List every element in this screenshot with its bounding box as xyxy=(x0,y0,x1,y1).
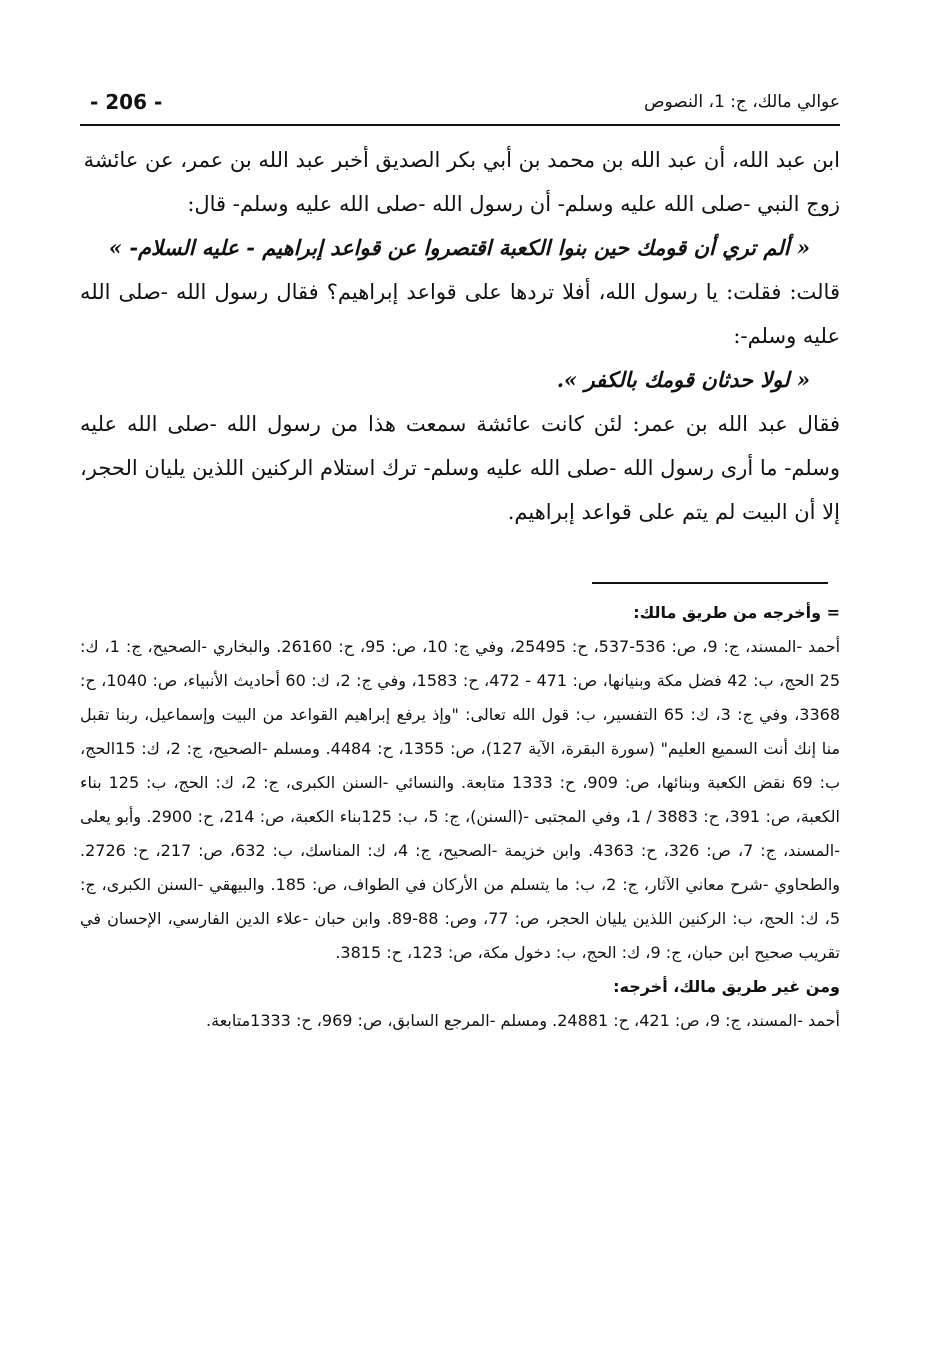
page-header xyxy=(80,88,840,126)
paragraph-isnad: ابن عبد الله، أن عبد الله بن محمد بن أبي بكر الصديق أخبر عبد الله بن عمر، عن عائشة xyxy=(83,148,840,172)
paragraph-conclusion: فقال عبد الله بن عمر: لئن كانت عائشة سمعت هذا من رسول الله -صلى الله عليه وسلم- ما أرى رسول الله -صلى الله عليه وسلم- ترك استلام الركنين اللذين يليان الحجر، إلا أن البيت لم يتم على قواعد إبراهيم. xyxy=(80,412,840,524)
page-number: - 206 - xyxy=(90,90,163,114)
paragraph-question: قالت: فقلت: يا رسول الله، أفلا تردها على قواعد إبراهيم؟ فقال رسول الله -صلى الله عليه وسلم-: xyxy=(80,280,840,348)
footnote-sources-malik: أحمد -المسند، ج: 9، ص: 536-537، ح: 25495، وفي ج: 10، ص: 95، ح: 26160. والبخاري -الصحيح، ج: 1، ك: 25 الحج، ب: 42 فضل مكة وبنيانها، ص: 471 - 472، ح: 1583، وفي ج: 2، ك: 60 أحاديث الأنبياء، ص: 1040، ح: 3368، وفي ج: 3، ك: 65 التفسير، ب: قول الله تعالى: "وإذ يرفع إبراهيم القواعد من البيت وإسماعيل، ربنا تقبل منا إنك أنت السميع العليم" (سورة البقرة، الآية 127)، ص: 1355، ح: 4484. ومسلم -الصحيح، ج: 2، ك: 15الحج، ب: 69 نقض الكعبة وبنائها، ص: 909، ح: 1333 متابعة. والنسائي -السنن الكبرى، ج: 2، ك: الحج، ب: 125 بناء الكعبة، ص: 391، ح: 3883 / 1، وفي المجتبى -(السنن)، ج: 5، ب: 125بناء الكعبة، ص: 214، ح: 2900. وأبو يعلى -المسند، ج: 7، ص: 326، ح: 4363. وابن خزيمة -الصحيح، ج: 4، ك: المناسك، ب: 632، ص: 217، ح: 2726. والطحاوي -شرح معاني الآثار، ج: 2، ب: ما يتسلم من الأركان في الطواف، ص: 185. والبيهقي -السنن الكبرى، ج: 5، ك: الحج، ب: الركنين اللذين يليان الحجر، ص: 77، وص: 88-89. وابن حبان -علاء الدين الفارسي، الإحسان في تقريب صحيح ابن حبان، ج: 9، ك: الحج، ب: دخول مكة، ص: 123، ح: 3815. xyxy=(80,637,841,962)
hadith-quote-2: « لولا حدثان قومك بالكفر ». xyxy=(556,367,810,392)
running-title: عوالي مالك، ج: 1، النصوص xyxy=(643,92,840,112)
paragraph-narration: زوج النبي -صلى الله عليه وسلم- أن رسول الله -صلى الله عليه وسلم- قال: xyxy=(187,192,840,216)
main-text xyxy=(80,138,840,534)
footnote-heading-malik: = وأخرجه من طريق مالك: xyxy=(633,603,840,622)
footnote-heading-other: ومن غير طريق مالك، أخرجه: xyxy=(613,977,840,996)
footnotes xyxy=(80,596,840,1038)
hadith-quote-1: « ألم تري أن قومك حين بنوا الكعبة اقتصروا عن قواعد إبراهيم - عليه السلام- » xyxy=(108,235,810,260)
footnote-divider xyxy=(592,582,828,584)
footnote-sources-other: أحمد -المسند، ج: 9، ص: 421، ح: 24881. ومسلم -المرجع السابق، ص: 969، ح: 1333متابعة. xyxy=(206,1011,840,1030)
